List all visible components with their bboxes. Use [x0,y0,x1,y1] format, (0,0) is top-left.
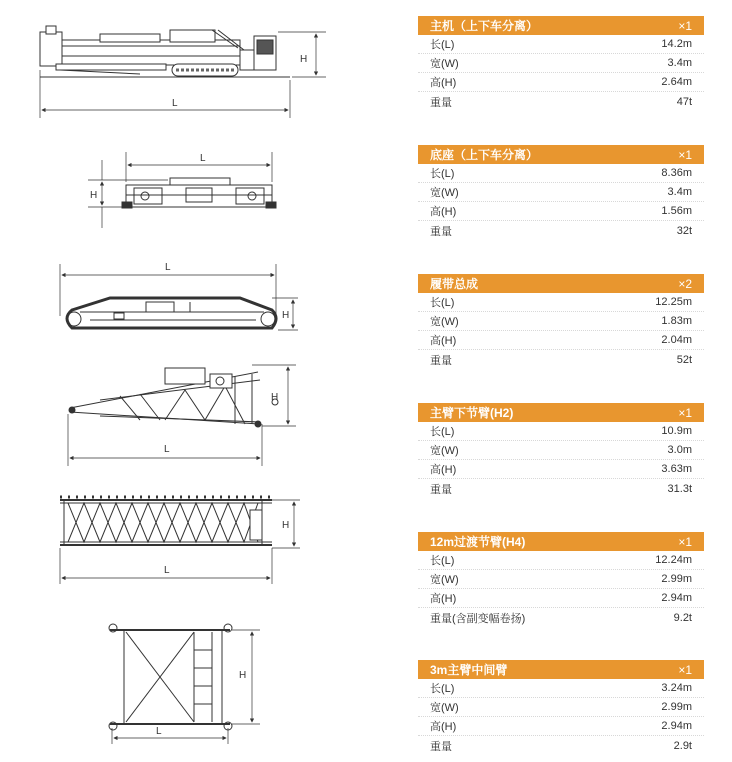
spec-table-middle-boom-3m [418,660,704,755]
spec-value: 2.99m [661,573,692,585]
spec-value: 2.64m [661,76,692,88]
spec-row [418,221,704,240]
component-name: 12m过渡节臂(H4) [430,535,526,549]
spec-label: 高(H) [430,464,457,476]
spec-value: 14.2m [661,38,692,50]
dim-label-h-3: H [282,310,290,321]
dim-label-h-4: H [271,392,279,403]
spec-header [418,145,704,164]
spec-label: 长(L) [430,39,455,51]
spec-label: 高(H) [430,335,457,347]
spec-label: 高(H) [430,206,457,218]
spec-row [418,202,704,221]
spec-label: 宽(W) [430,702,459,714]
spec-value: 2.94m [661,592,692,604]
spec-value: 2.99m [661,701,692,713]
spec-label: 长(L) [430,297,455,309]
spec-label: 宽(W) [430,187,459,199]
spec-row [418,679,704,698]
spec-label: 重量 [430,354,452,367]
spec-row [418,422,704,441]
dim-label-h-5: H [282,520,290,531]
spec-table-transition-boom-h4 [418,532,704,627]
spec-value: 1.56m [661,205,692,217]
component-name: 底座（上下车分离） [430,148,539,162]
spec-row [418,331,704,350]
spec-row [418,293,704,312]
spec-row [418,698,704,717]
dim-label-h-6: H [239,670,247,681]
spec-label: 高(H) [430,77,457,89]
component-qty: ×2 [678,276,692,291]
spec-header [418,403,704,422]
spec-value: 2.04m [661,334,692,346]
spec-label: 高(H) [430,593,457,605]
spec-row [418,608,704,627]
spec-header [418,660,704,679]
spec-label: 长(L) [430,683,455,695]
component-name: 主机（上下车分离） [430,19,539,33]
spec-label: 长(L) [430,168,455,180]
spec-label: 长(L) [430,426,455,438]
spec-label: 高(H) [430,721,457,733]
spec-row [418,736,704,755]
spec-value: 9.2t [673,611,692,624]
spec-row [418,589,704,608]
spec-row [418,73,704,92]
dim-label-l-1: L [172,98,178,109]
spec-label: 宽(W) [430,58,459,70]
drawing-lower-boom-h2 [68,365,296,466]
spec-value: 8.36m [661,167,692,179]
spec-row [418,570,704,589]
spec-row [418,350,704,369]
spec-label: 重量 [430,96,452,109]
drawing-middle-boom-3m [109,624,260,744]
spec-label: 宽(W) [430,445,459,457]
spec-table-base [418,145,704,240]
spec-row [418,441,704,460]
spec-row [418,54,704,73]
spec-value: 2.94m [661,720,692,732]
spec-header [418,16,704,35]
spec-value: 3.4m [667,186,692,198]
spec-row [418,479,704,498]
drawing-main-machine [40,26,326,118]
drawing-transition-boom-h4 [60,497,300,584]
dim-label-l-3: L [165,262,171,273]
spec-label: 重量(含副变幅卷扬) [430,612,526,625]
component-name: 3m主臂中间臂 [430,663,508,677]
spec-table-lower-boom-h2 [418,403,704,498]
dim-label-l-2: L [200,153,206,164]
spec-value: 3.0m [667,444,692,456]
spec-value: 12.24m [655,554,692,566]
spec-value: 32t [676,224,692,237]
spec-label: 重量 [430,225,452,238]
spec-table-track-assembly [418,274,704,369]
component-name: 主臂下节臂(H2) [430,406,514,420]
spec-row [418,183,704,202]
component-name: 履带总成 [430,277,479,291]
spec-row [418,312,704,331]
spec-value: 2.9t [673,739,692,752]
spec-row [418,35,704,54]
spec-value: 31.3t [667,482,692,495]
spec-label: 长(L) [430,555,455,567]
spec-row [418,460,704,479]
component-qty: ×1 [678,662,692,677]
spec-row [418,717,704,736]
spec-label: 重量 [430,740,452,753]
spec-value: 3.24m [661,682,692,694]
drawing-track-assembly [60,264,298,330]
spec-table-main-machine [418,16,704,111]
dim-label-l-6: L [156,726,162,737]
spec-label: 宽(W) [430,574,459,586]
spec-value: 12.25m [655,296,692,308]
component-qty: ×1 [678,534,692,549]
spec-label: 重量 [430,483,452,496]
spec-row [418,164,704,183]
spec-value: 3.63m [661,463,692,475]
dim-label-h-2: H [90,190,98,201]
spec-header [418,532,704,551]
component-qty: ×1 [678,18,692,33]
dim-label-h-1: H [300,54,308,65]
spec-value: 1.83m [661,315,692,327]
dim-label-l-5: L [164,565,170,576]
drawing-base [88,152,276,228]
spec-row [418,551,704,570]
component-qty: ×1 [678,405,692,420]
spec-value: 47t [676,95,692,108]
spec-row [418,92,704,111]
component-qty: ×1 [678,147,692,162]
dim-label-l-4: L [164,444,170,455]
spec-value: 10.9m [661,425,692,437]
spec-label: 宽(W) [430,316,459,328]
spec-value: 3.4m [667,57,692,69]
spec-header [418,274,704,293]
spec-value: 52t [676,353,692,366]
